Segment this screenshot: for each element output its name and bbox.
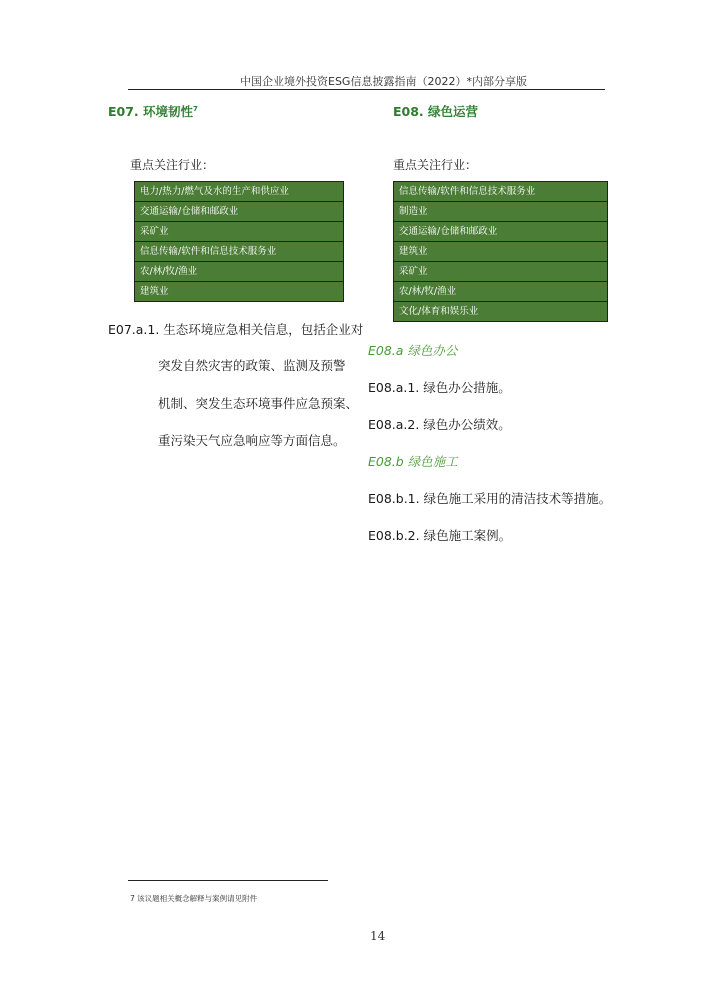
item-e08-a2: E08.a.2. 绿色办公绩效。 [368, 417, 511, 432]
industry-row: 农/林/牧/渔业 [394, 282, 607, 302]
item-e08-b1: E08.b.1. 绿色施工采用的清洁技术等措施。 [368, 491, 612, 506]
industry-row: 电力/热力/燃气及水的生产和供应业 [135, 182, 343, 202]
industry-row: 交通运输/仓储和邮政业 [135, 202, 343, 222]
header-divider [128, 89, 605, 90]
item-e07-a1-line2: 突发自然灾害的政策、监测及预警 [158, 358, 346, 373]
footnote-marker[interactable]: 7 [193, 104, 198, 113]
item-e08-a1: E08.a.1. 绿色办公措施。 [368, 380, 511, 395]
subheading-e08b: E08.b 绿色施工 [368, 454, 458, 469]
focus-industries-label: 重点关注行业： [130, 158, 215, 172]
industry-row: 制造业 [394, 202, 607, 222]
item-e07-a1: E07.a.1. 生态环境应急相关信息，包括企业对 [108, 322, 364, 337]
running-header-title: 中国企业境外投资ESG信息披露指南（2022）*内部分享版 [240, 75, 527, 88]
section-heading-e07 [108, 102, 198, 120]
industry-row: 信息传输/软件和信息技术服务业 [394, 182, 607, 202]
subheading-e08a: E08.a 绿色办公 [368, 343, 458, 358]
industry-row: 采矿业 [135, 222, 343, 242]
footnote-text: 7 该议题相关概念解释与案例请见附件 [130, 894, 258, 903]
industry-row: 建筑业 [394, 242, 607, 262]
industry-row: 农/林/牧/渔业 [135, 262, 343, 282]
page-number: 14 [370, 929, 386, 943]
item-e07-a1-line4: 重污染天气应急响应等方面信息。 [158, 433, 346, 448]
section-heading-e07-text: E07. 环境韧性 [108, 104, 194, 119]
focus-industries-label: 重点关注行业： [393, 158, 478, 172]
industry-row: 文化/体育和娱乐业 [399, 306, 479, 317]
industry-row: 交通运输/仓储和邮政业 [394, 222, 607, 242]
industry-row: 建筑业 [140, 286, 169, 297]
footnote-divider [128, 880, 328, 881]
industry-table-e07 [134, 181, 344, 302]
industry-row: 信息传输/软件和信息技术服务业 [135, 242, 343, 262]
industry-table-e08 [393, 181, 608, 322]
industry-row: 采矿业 [394, 262, 607, 282]
item-e08-b2: E08.b.2. 绿色施工案例。 [368, 528, 512, 543]
item-e07-a1-line3: 机制、突发生态环境事件应急预案、 [158, 396, 359, 411]
section-heading-e08: E08. 绿色运营 [393, 104, 479, 119]
